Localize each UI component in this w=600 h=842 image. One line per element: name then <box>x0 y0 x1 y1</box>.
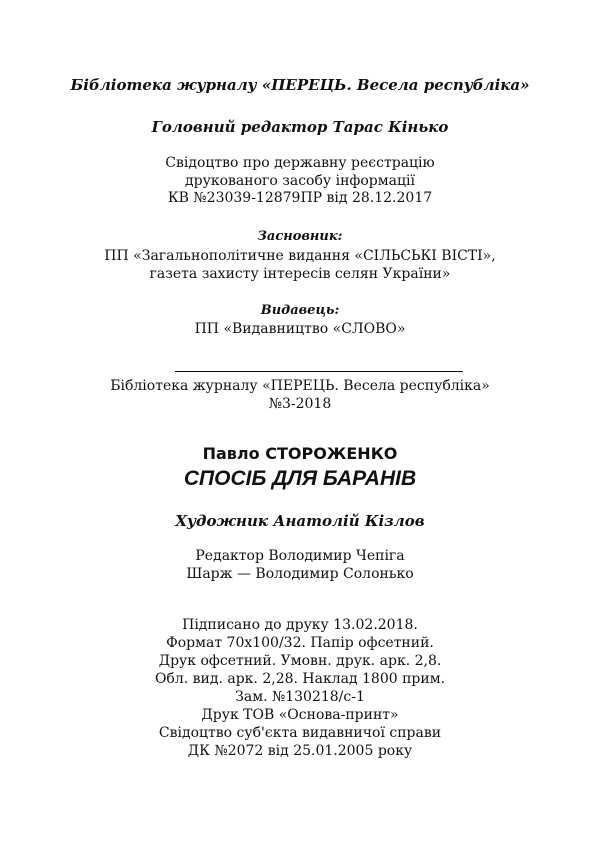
publisher-label: Видавець: <box>260 303 340 318</box>
imprint-line: Формат 70х100/32. Папір офсетний. <box>166 635 434 651</box>
book-caricature: Шарж — Володимир Солонько <box>186 566 414 582</box>
founder-line-1: ПП «Загальнополітичне видання «СІЛЬСЬКІ ВІСТІ», <box>104 248 496 264</box>
founder-label: Засновник: <box>257 229 343 244</box>
issue-number: №3-2018 <box>268 396 332 412</box>
imprint-line: Обл. вид. арк. 2,28. Наклад 1800 прим. <box>154 671 446 687</box>
book-title: СПОСІБ ДЛЯ БАРАНІВ <box>183 467 417 490</box>
imprint-line: Підписано до друку 13.02.2018. <box>182 617 418 633</box>
book-artist: Художник Анатолій Кізлов <box>175 512 425 530</box>
chief-editor: Головний редактор Тарас Кінько <box>151 118 449 136</box>
library-series-title: Бібліотека журналу «ПЕРЕЦЬ. Весела республіка» <box>70 76 530 94</box>
imprint-line: Свідоцтво суб'єкта видавничої справи <box>158 725 442 741</box>
publisher-name: ПП «Видавництво «СЛОВО» <box>194 321 406 337</box>
issue-library-line: Бібліотека журналу «ПЕРЕЦЬ. Весела республіка» <box>110 378 490 394</box>
imprint-line: ДК №2072 від 25.01.2005 року <box>187 743 413 759</box>
imprint-line: Зам. №130218/с-1 <box>235 689 365 705</box>
book-editor: Редактор Володимир Чепіга <box>195 548 405 564</box>
imprint-line: Друк офсетний. Умовн. друк. арк. 2,8. <box>158 653 442 669</box>
divider-line <box>175 371 463 372</box>
imprint-line: Друк ТОВ «Основа-принт» <box>201 707 399 723</box>
registration-line-2: друкованого засобу інформації <box>185 173 415 189</box>
registration-line-3: КВ №23039-12879ПР від 28.12.2017 <box>167 190 433 206</box>
book-author: Павло СТОРОЖЕНКО <box>202 444 398 463</box>
registration-line-1: Свідоцтво про державну реєстрацію <box>165 155 435 171</box>
founder-line-2: газета захисту інтересів селян України» <box>149 266 451 282</box>
